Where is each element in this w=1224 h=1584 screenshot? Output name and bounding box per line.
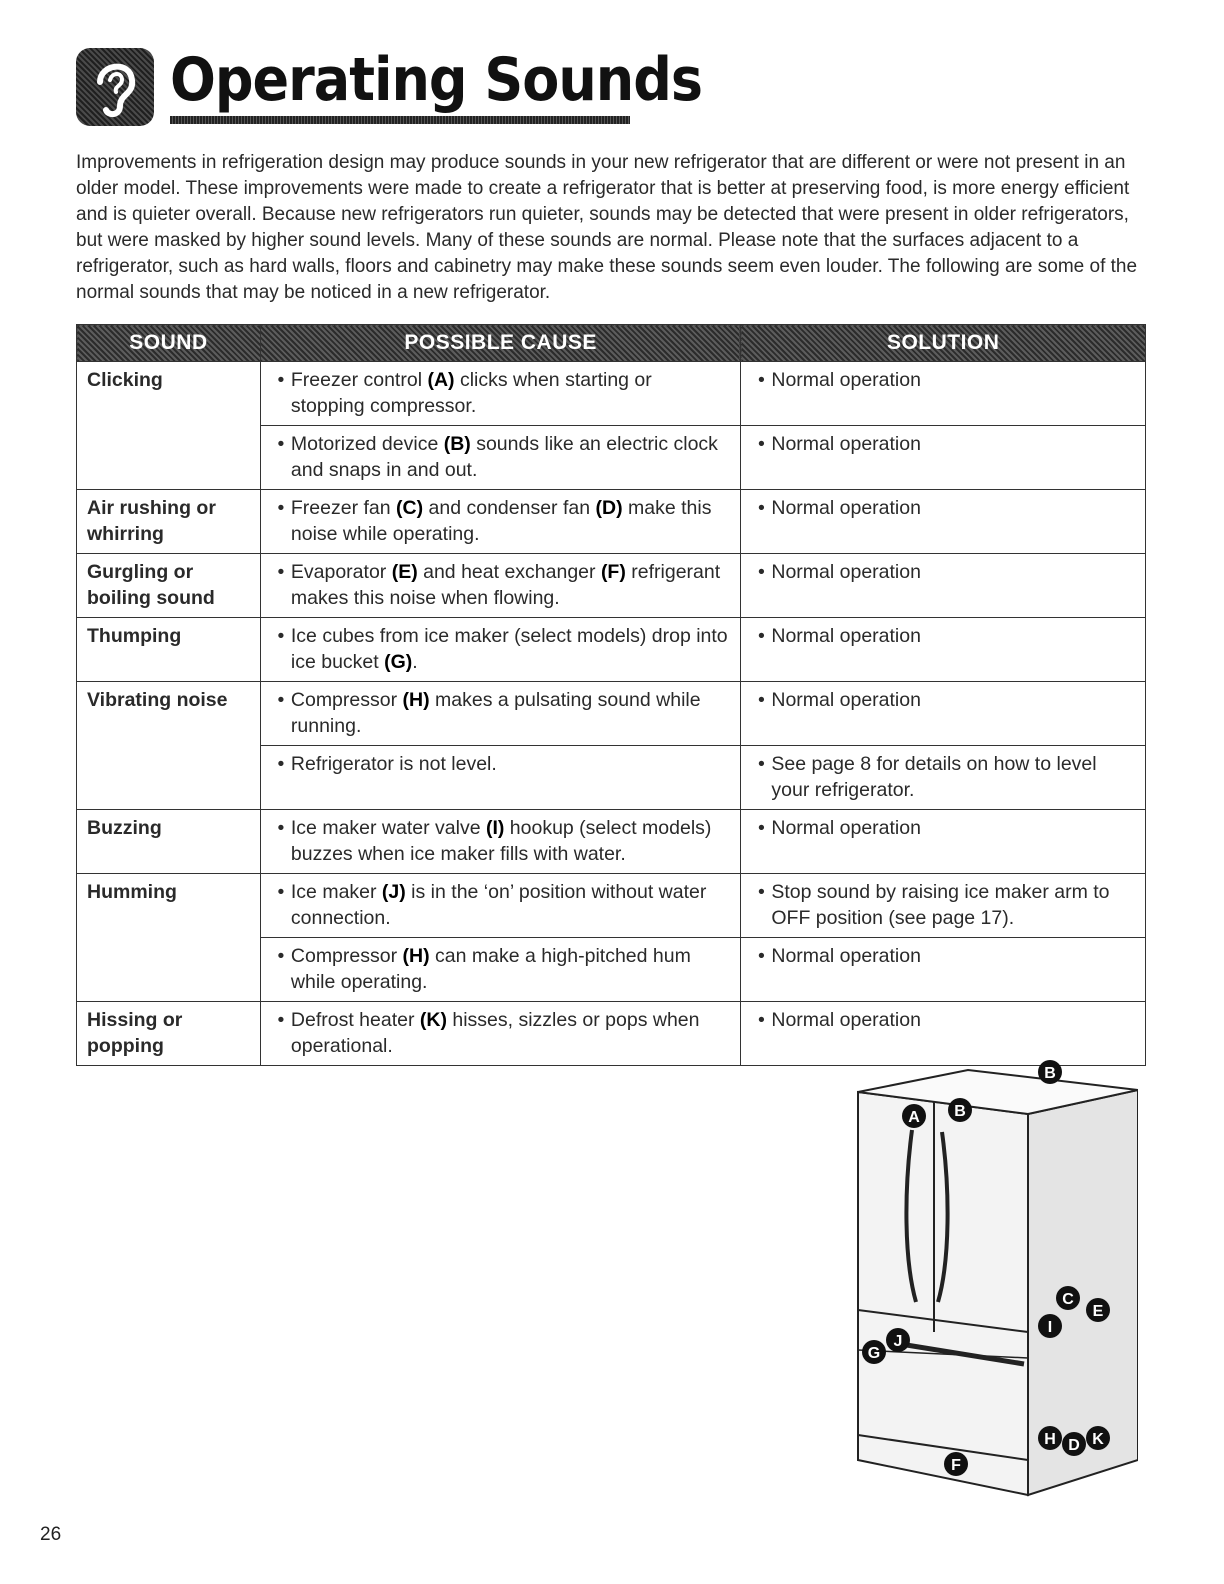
cause-segment: Ice maker water valve [290, 817, 486, 839]
svg-text:D: D [1068, 1437, 1080, 1454]
part-letter: (I) [485, 817, 505, 839]
part-letter: (A) [427, 369, 455, 391]
table-row [77, 490, 1146, 554]
svg-text:G: G [867, 1345, 881, 1362]
sound-name-cell: Hissing or popping [77, 1002, 261, 1066]
page-number: 26 [40, 1524, 62, 1545]
solution-text: Normal operation [771, 561, 921, 583]
part-letter: (E) [391, 561, 418, 583]
cause-segment: make this noise while operating. [290, 497, 712, 545]
bullet-icon: • [277, 817, 285, 839]
header-sound: SOUND [77, 325, 261, 362]
solution-cell [741, 682, 1146, 746]
cause-segment: Ice cubes from ice maker (select models) drop into ice bucket [290, 625, 728, 673]
cause-segment: Evaporator [290, 561, 392, 583]
part-callout-j [886, 1328, 910, 1352]
cause-segment: . [412, 651, 418, 673]
sound-name-cell: Thumping [77, 618, 261, 682]
bullet-icon: • [277, 689, 285, 711]
svg-text:J: J [893, 1333, 903, 1350]
solution-text: Normal operation [771, 817, 921, 839]
part-callout-i [1038, 1314, 1062, 1338]
solution-cell [741, 874, 1146, 938]
possible-cause-cell [260, 490, 740, 554]
cause-segment: Ice maker [290, 881, 382, 903]
cause-text [291, 495, 730, 547]
part-letter: (K) [419, 1009, 447, 1031]
sound-name-cell: Humming [77, 874, 261, 1002]
table-row [77, 810, 1146, 874]
solution-text: Normal operation [771, 369, 921, 391]
solution-text: Normal operation [771, 497, 921, 519]
svg-text:C: C [1062, 1291, 1074, 1308]
bullet-icon: • [757, 497, 765, 519]
bullet-icon: • [277, 753, 285, 775]
solution-cell [741, 938, 1146, 1002]
cause-segment: Defrost heater [290, 1009, 420, 1031]
page-header [76, 44, 1156, 134]
part-letter: (B) [443, 433, 471, 455]
bullet-icon: • [757, 945, 765, 967]
cause-text [291, 367, 730, 419]
cause-segment: can make a high-pitched hum while operating. [290, 945, 691, 993]
possible-cause-cell [260, 426, 740, 490]
possible-cause-cell [260, 746, 740, 810]
cause-segment: hisses, sizzles or pops when operational. [290, 1009, 700, 1057]
bullet-icon: • [757, 369, 765, 391]
part-callout-d [1062, 1432, 1086, 1456]
possible-cause-cell [260, 362, 740, 426]
possible-cause-cell [260, 618, 740, 682]
bullet-icon: • [757, 753, 765, 775]
cause-text [291, 751, 497, 777]
part-callout-a [902, 1104, 926, 1128]
cause-segment: clicks when starting or stopping compressor. [290, 369, 652, 417]
part-letter: (C) [396, 497, 424, 519]
part-callout-k [1086, 1426, 1110, 1450]
sound-name-cell: Buzzing [77, 810, 261, 874]
solution-cell [741, 618, 1146, 682]
header-possible-cause: POSSIBLE CAUSE [260, 325, 740, 362]
cause-segment: and condenser fan [423, 497, 596, 519]
possible-cause-cell [260, 938, 740, 1002]
part-callout-e [1086, 1298, 1110, 1322]
solution-text: Stop sound by raising ice maker arm to OFF position (see page 17). [771, 881, 1110, 929]
part-callout-h [1038, 1426, 1062, 1450]
sound-name-cell: Vibrating noise [77, 682, 261, 810]
bullet-icon: • [757, 1009, 765, 1031]
svg-text:K: K [1092, 1431, 1104, 1448]
bullet-icon: • [277, 881, 285, 903]
cause-text [291, 559, 730, 611]
possible-cause-cell [260, 874, 740, 938]
solution-text: See page 8 for details on how to level your refrigerator. [771, 753, 1097, 801]
table-header-row [77, 325, 1146, 362]
solution-cell [741, 746, 1146, 810]
table-row [77, 618, 1146, 682]
svg-text:A: A [908, 1109, 920, 1126]
cause-text [291, 431, 730, 483]
part-callout-c [1056, 1286, 1080, 1310]
possible-cause-cell [260, 810, 740, 874]
solution-cell [741, 490, 1146, 554]
cause-text [291, 623, 730, 675]
cause-text [291, 815, 730, 867]
solution-text: Normal operation [771, 625, 921, 647]
bullet-icon: • [757, 561, 765, 583]
cause-segment: makes a pulsating sound while running. [290, 689, 701, 737]
part-callout-f [944, 1452, 968, 1476]
bullet-icon: • [757, 433, 765, 455]
possible-cause-cell [260, 1002, 740, 1066]
bullet-icon: • [277, 625, 285, 647]
cause-segment: Freezer control [290, 369, 428, 391]
solution-text: Normal operation [771, 945, 921, 967]
sound-name-cell: Air rushing or whirring [77, 490, 261, 554]
part-letter: (D) [595, 497, 623, 519]
sound-name-cell: Gurgling or boiling sound [77, 554, 261, 618]
intro-paragraph: Improvements in refrigeration design may produce sounds in your new refrigerator that are different or were not present in an older model. These improvements were made to create a refrigerator that is better at preserving food, is more energy efficient and is quieter overall. Because new refrigerators run quieter, sounds may be detected that were present in older refrigerators, but were masked by higher sound levels. Many of these sounds are normal. Please note that the surfaces adjacent to a refrigerator, such as hard walls, floors and cabinetry may make these sounds seem even louder. The following are some of the normal sounds that may be noticed in a new refrigerator. [76, 152, 1138, 303]
bullet-icon: • [757, 689, 765, 711]
cause-segment: sounds like an electric clock and snaps in and out. [290, 433, 718, 481]
cause-text [291, 1007, 730, 1059]
header-solution: SOLUTION [741, 325, 1146, 362]
solution-text: Normal operation [771, 689, 921, 711]
part-callout-b [1038, 1060, 1062, 1084]
bullet-icon: • [277, 433, 285, 455]
cause-text [291, 687, 730, 739]
sound-name-cell: Clicking [77, 362, 261, 490]
cause-segment: is in the ‘on’ position without water connection. [290, 881, 707, 929]
bullet-icon: • [277, 497, 285, 519]
solution-cell [741, 426, 1146, 490]
refrigerator-diagram [838, 1040, 1138, 1500]
bullet-icon: • [757, 625, 765, 647]
svg-text:H: H [1044, 1431, 1056, 1448]
svg-text:E: E [1092, 1303, 1104, 1320]
cause-segment: Freezer fan [290, 497, 397, 519]
svg-text:B: B [1044, 1065, 1056, 1082]
bullet-icon: • [277, 945, 285, 967]
part-letter: (F) [600, 561, 626, 583]
bullet-icon: • [277, 369, 285, 391]
title-underline [170, 116, 630, 124]
part-letter: (J) [381, 881, 406, 903]
table-row [77, 554, 1146, 618]
table-row [77, 682, 1146, 746]
solution-cell [741, 554, 1146, 618]
cause-segment: refrigerant makes this noise when flowing. [290, 561, 721, 609]
svg-text:B: B [954, 1103, 966, 1120]
page-title: Operating Sounds [170, 45, 702, 115]
solution-text: Normal operation [771, 1009, 921, 1031]
part-letter: (G) [384, 651, 413, 673]
svg-text:F: F [951, 1457, 961, 1474]
bullet-icon: • [757, 881, 765, 903]
cause-text [291, 879, 730, 931]
solution-cell [741, 362, 1146, 426]
table-row [77, 874, 1146, 938]
possible-cause-cell [260, 682, 740, 746]
part-callout-g [862, 1340, 886, 1364]
cause-segment: hookup (select models) buzzes when ice maker fills with water. [290, 817, 712, 865]
cause-segment: Compressor [290, 945, 403, 967]
bullet-icon: • [277, 561, 285, 583]
operating-sounds-table [76, 324, 1146, 1066]
cause-segment: Refrigerator is not level. [290, 753, 497, 775]
bullet-icon: • [757, 817, 765, 839]
svg-text:I: I [1047, 1319, 1053, 1336]
solution-text: Normal operation [771, 433, 921, 455]
part-letter: (H) [402, 689, 430, 711]
part-letter: (H) [402, 945, 430, 967]
table-row [77, 362, 1146, 426]
cause-segment: Motorized device [290, 433, 444, 455]
cause-text [291, 943, 730, 995]
cause-segment: and heat exchanger [417, 561, 601, 583]
ear-icon [76, 48, 154, 126]
solution-cell [741, 810, 1146, 874]
possible-cause-cell [260, 554, 740, 618]
bullet-icon: • [277, 1009, 285, 1031]
part-callout-b [948, 1098, 972, 1122]
cause-segment: Compressor [290, 689, 403, 711]
